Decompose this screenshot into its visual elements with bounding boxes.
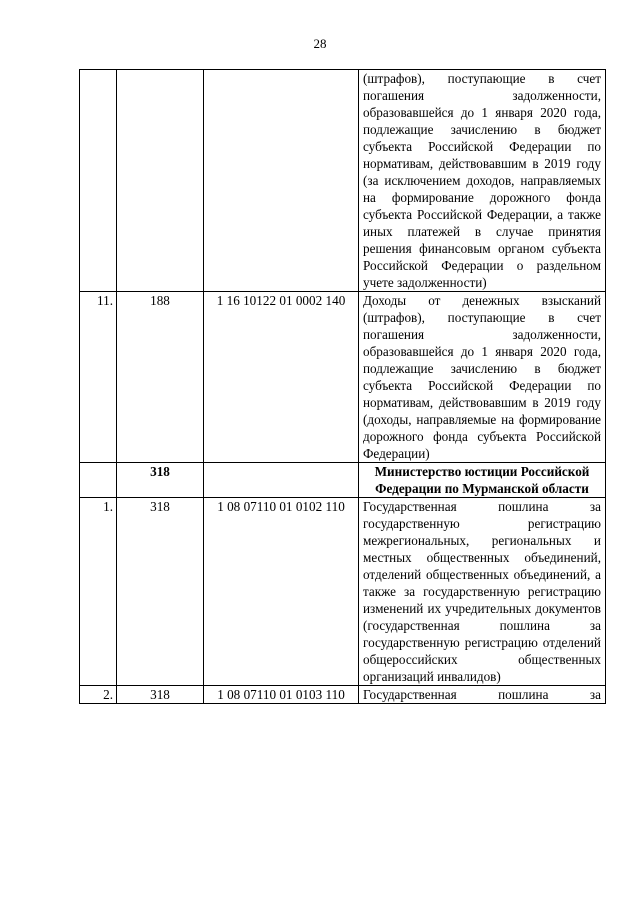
revenue-description: Государственная пошлина за — [359, 686, 606, 704]
budget-code — [204, 463, 359, 498]
row-number: 11. — [80, 292, 117, 463]
revenue-codes-table — [79, 69, 606, 704]
table-row-section-header — [80, 463, 606, 498]
budget-code — [204, 70, 359, 292]
budget-code: 1 08 07110 01 0103 110 — [204, 686, 359, 704]
revenue-description: (штрафов), поступающие в счет погашения задолженности, образовавшейся до 1 января 2020 года, подлежащие зачислению в бюджет субъекта Российской Федерации по нормативам, действовавшим в 2019 году (за исключением доходов, направляемых на формирование дорожного фонда субъекта Российской Федерации, а также иных платежей в случае принятия решения финансовым органом субъекта Российской Федерации о раздельном учете задолженности) — [359, 70, 606, 292]
admin-code: 318 — [117, 498, 204, 686]
table-row — [80, 70, 606, 292]
budget-code: 1 08 07110 01 0102 110 — [204, 498, 359, 686]
row-number: 2. — [80, 686, 117, 704]
table-row — [80, 686, 606, 704]
admin-code: 318 — [117, 686, 204, 704]
budget-code: 1 16 10122 01 0002 140 — [204, 292, 359, 463]
revenue-description: Доходы от денежных взысканий (штрафов), поступающие в счет погашения задолженности, образовавшейся до 1 января 2020 года, подлежащие зачислению в бюджет субъекта Российской Федерации по нормативам, действовавшим в 2019 году (доходы, направляемые на формирование дорожного фонда субъекта Российской Федерации) — [359, 292, 606, 463]
table-row — [80, 292, 606, 463]
row-number: 1. — [80, 498, 117, 686]
revenue-description: Государственная пошлина за государственную регистрацию межрегиональных, региональных и местных общественных объединений, отделений общественных объединений, а также за государственную регистрацию изменений их учредительных документов (государственная пошлина за государственную регистрацию отделений общероссийских общественных организаций инвалидов) — [359, 498, 606, 686]
row-number — [80, 70, 117, 292]
table-row — [80, 498, 606, 686]
administrator-name: Министерство юстиции Российской Федерации по Мурманской области — [359, 463, 606, 498]
page-number: 28 — [313, 36, 327, 51]
admin-code — [117, 70, 204, 292]
admin-code: 318 — [117, 463, 204, 498]
row-number — [80, 463, 117, 498]
admin-code: 188 — [117, 292, 204, 463]
